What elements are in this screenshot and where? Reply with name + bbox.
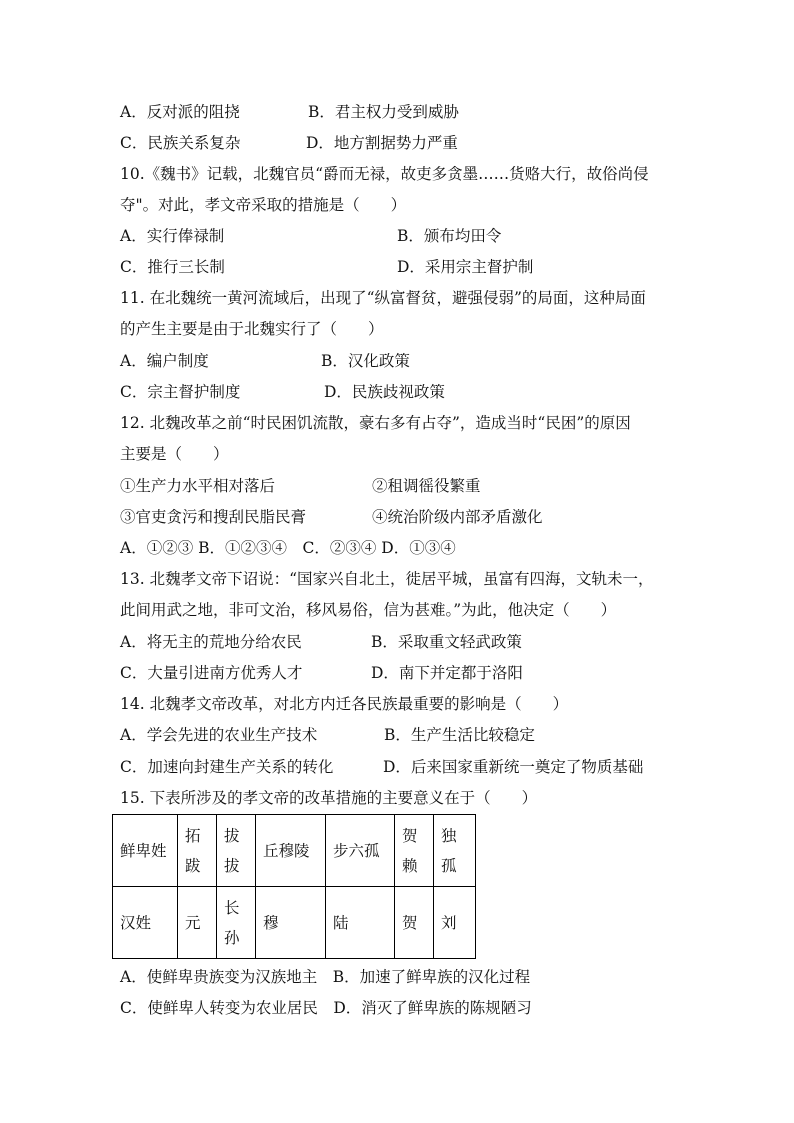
q14-stem-line1: 14. 北魏孝文帝改革，对北方内迁各民族最重要的影响是（ ） <box>120 695 569 713</box>
table-cell <box>113 815 178 887</box>
table-cell <box>256 815 326 887</box>
table-cell <box>217 815 256 887</box>
q10-option-d: D．采用宗主督护制 <box>397 258 534 276</box>
q12-statement-3: ③官吏贪污和搜刮民脂民膏 <box>120 508 307 526</box>
q9-option-c: C．民族关系复杂 <box>120 134 241 152</box>
q14-option-c: C．加速向封建生产关系的转化 <box>120 758 334 776</box>
q11-stem-line1: 11. 在北魏统一黄河流域后，出现了“纵富督贫，避强侵弱”的局面，这种局面 <box>120 289 646 307</box>
q13-option-c: C．大量引进南方优秀人才 <box>120 664 303 682</box>
table-cell-text: 步六孤 <box>333 841 380 860</box>
table-cell-text: 独孤 <box>441 826 457 875</box>
q11-option-b: B．汉化政策 <box>321 352 410 370</box>
table-cell <box>326 887 395 959</box>
table-cell-text: 穆 <box>263 913 279 932</box>
table-cell <box>395 815 434 887</box>
table-cell-text: 鲜卑姓 <box>120 841 167 860</box>
table-cell-text: 丘穆陵 <box>263 841 310 860</box>
table-cell-text: 刘 <box>441 913 457 932</box>
table-cell <box>434 887 476 959</box>
q12-stem-line2: 主要是（ ） <box>120 445 229 463</box>
table-cell <box>178 887 217 959</box>
q11-option-d: D．民族歧视政策 <box>324 383 445 401</box>
q12-statement-4: ④统治阶级内部矛盾激化 <box>372 508 543 526</box>
q12-statement-2: ②租调徭役繁重 <box>372 477 481 495</box>
q12-stem-line1: 12. 北魏改革之前“时民困饥流散，豪右多有占夺”，造成当时“民困”的原因 <box>120 414 631 432</box>
q13-stem-line2: 此间用武之地，非可文治，移风易俗，信为甚难。”为此，他决定（ ） <box>120 601 617 619</box>
q12-statement-1: ①生产力水平相对落后 <box>120 477 276 495</box>
q10-option-c: C．推行三长制 <box>120 258 225 276</box>
q9-option-d: D．地方割据势力严重 <box>306 134 458 152</box>
table-cell <box>113 887 178 959</box>
q10-option-a: A．实行俸禄制 <box>120 227 225 245</box>
q13-option-d: D．南下并定都于洛阳 <box>371 664 523 682</box>
surname-table <box>112 814 476 959</box>
q10-option-b: B．颁布均田令 <box>397 227 502 245</box>
table-row-han <box>113 887 476 959</box>
q12-answer-options: A．①②③ B．①②③④ C．②③④ D．①③④ <box>120 539 456 557</box>
table-cell-text: 汉姓 <box>120 913 152 932</box>
table-row-xianbei <box>113 815 476 887</box>
q9-option-b: B．君主权力受到威胁 <box>308 103 459 121</box>
q14-option-d: D．后来国家重新统一奠定了物质基础 <box>383 758 644 776</box>
q11-option-c: C．宗主督护制度 <box>120 383 241 401</box>
q10-stem-line2: 夺"。对此，孝文帝采取的措施是（ ） <box>120 196 407 214</box>
q14-option-a: A．学会先进的农业生产技术 <box>120 726 318 744</box>
table-cell <box>256 887 326 959</box>
q13-option-b: B．采取重文轻武政策 <box>371 633 522 651</box>
table-cell-text: 拔拔 <box>224 826 240 875</box>
q13-option-a: A．将无主的荒地分给农民 <box>120 633 302 651</box>
q15-options-ab: A．使鲜卑贵族变为汉族地主 B．加速了鲜卑族的汉化过程 <box>120 968 531 986</box>
q14-option-b: B．生产生活比较稳定 <box>384 726 535 744</box>
q15-stem-line1: 15. 下表所涉及的孝文帝的改革措施的主要意义在于（ ） <box>120 789 538 807</box>
q9-option-a: A．反对派的阻挠 <box>120 103 240 121</box>
q11-stem-line2: 的产生主要是由于北魏实行了（ ） <box>120 320 384 338</box>
table-cell-text: 元 <box>185 913 201 932</box>
table-cell <box>326 815 395 887</box>
table-cell-text: 贺 <box>402 913 418 932</box>
table-cell-text: 贺赖 <box>402 826 418 875</box>
table-cell <box>434 815 476 887</box>
q13-stem-line1: 13. 北魏孝文帝下诏说：“国家兴自北土，徙居平城，虽富有四海，文轨未一， <box>120 570 654 588</box>
q10-stem-line1: 10.《魏书》记载，北魏官员“爵而无禄，故吏多贪墨……货赂大行，故俗尚侵 <box>120 165 649 183</box>
q11-option-a: A．编户制度 <box>120 352 209 370</box>
table-cell-text: 陆 <box>333 913 349 932</box>
q15-options-cd: C．使鲜卑人转变为农业居民 D．消灭了鲜卑族的陈规陋习 <box>120 999 532 1017</box>
table-cell-text: 拓跋 <box>185 826 201 875</box>
table-cell <box>217 887 256 959</box>
table-cell <box>178 815 217 887</box>
table-cell <box>395 887 434 959</box>
table-cell-text: 长孙 <box>224 898 240 947</box>
